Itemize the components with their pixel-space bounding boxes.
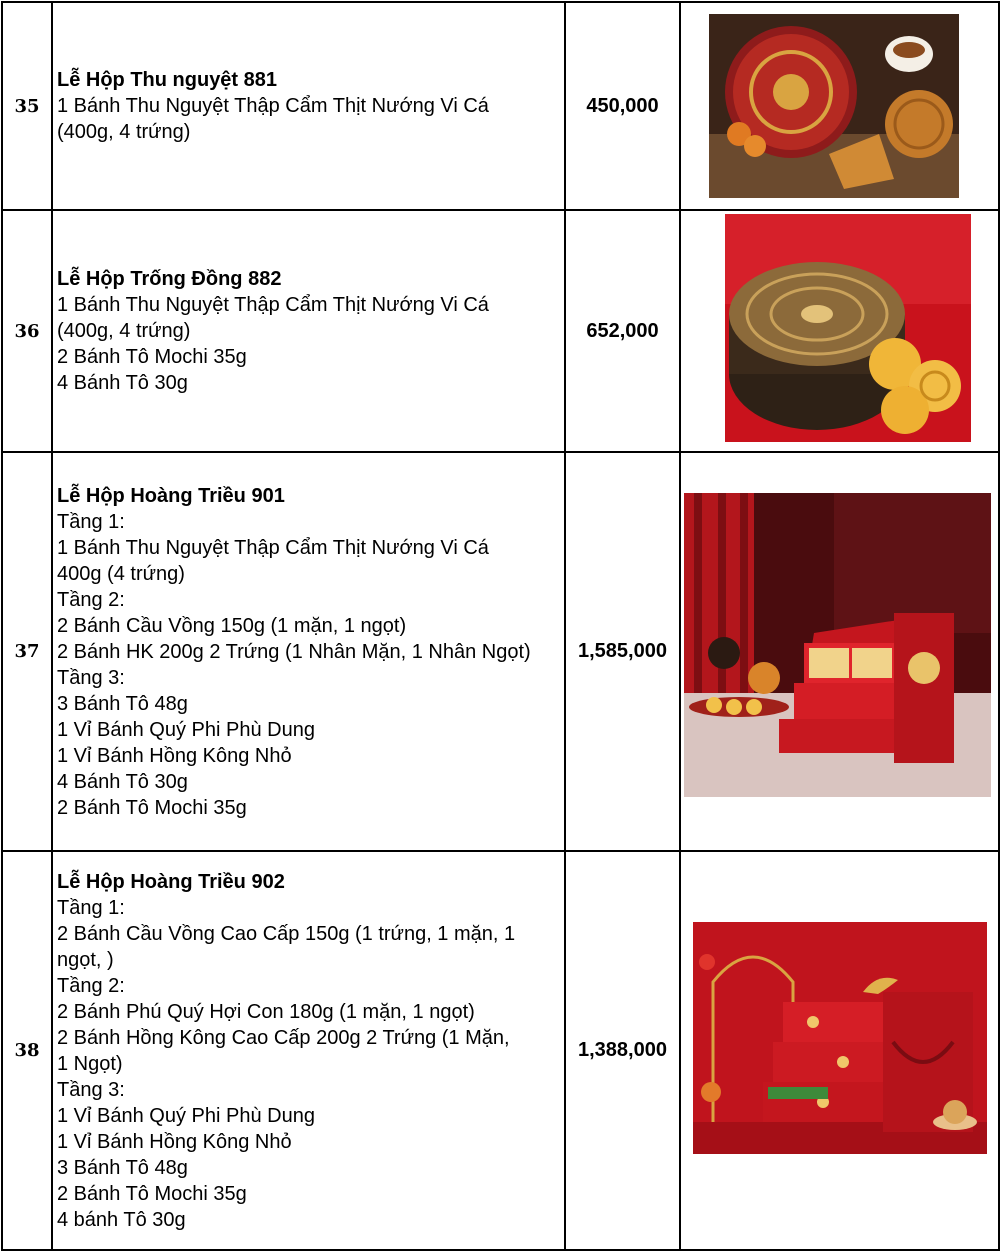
- product-line: 3 Bánh Tô 48g: [57, 692, 188, 715]
- row-number: 36: [2, 210, 52, 452]
- product-line: 4 Bánh Tô 30g: [57, 770, 188, 793]
- product-line: ngọt, ): [57, 948, 114, 971]
- product-line: 4 Bánh Tô 30g: [57, 372, 188, 394]
- product-description: [52, 452, 565, 851]
- product-line: 2 Bánh Tô Mochi 35g: [57, 346, 247, 368]
- product-line: 1 Ngọt): [57, 1052, 123, 1075]
- table-row: [2, 452, 999, 851]
- product-line: 1 Vỉ Bánh Hồng Kông Nhỏ: [57, 1130, 292, 1153]
- product-price: 1,585,000: [565, 452, 680, 851]
- product-line: Tầng 2:: [57, 588, 125, 611]
- red-drawer-gift-box-bird-photo: [693, 922, 987, 1154]
- product-line: 2 Bánh Tô Mochi 35g: [57, 1182, 247, 1205]
- product-description: [52, 851, 565, 1250]
- product-line: Tầng 1:: [57, 510, 125, 533]
- product-line: 2 Bánh Phú Quý Hợi Con 180g (1 mặn, 1 ngọt): [57, 1000, 475, 1023]
- row-number: 37: [2, 452, 52, 851]
- product-description: [52, 2, 565, 210]
- product-line: 2 Bánh Cầu Vồng Cao Cấp 150g (1 trứng, 1 mặn, 1: [57, 922, 516, 945]
- product-line: (400g, 4 trứng): [57, 320, 191, 342]
- product-line: 3 Bánh Tô 48g: [57, 1156, 188, 1179]
- red-drawer-gift-box-photo: [684, 493, 991, 797]
- product-line: 2 Bánh Tô Mochi 35g: [57, 796, 247, 819]
- product-line: 1 Bánh Thu Nguyệt Thập Cẩm Thịt Nướng Vi Cá: [57, 294, 489, 316]
- product-price-table: [1, 1, 1000, 1251]
- product-line: 2 Bánh HK 200g 2 Trứng (1 Nhân Mặn, 1 Nhân Ngọt): [57, 640, 531, 663]
- product-line: 2 Bánh Hồng Kông Cao Cấp 200g 2 Trứng (1 Mặn,: [57, 1026, 510, 1049]
- product-line: 1 Bánh Thu Nguyệt Thập Cẩm Thịt Nướng Vi Cá: [57, 536, 489, 559]
- product-image-cell: [680, 210, 999, 452]
- product-name: Lễ Hộp Hoàng Triều 901: [57, 484, 285, 507]
- product-price: 1,388,000: [565, 851, 680, 1250]
- product-line: 1 Bánh Thu Nguyệt Thập Cẩm Thịt Nướng Vi Cá: [57, 95, 489, 117]
- product-line: 400g (4 trứng): [57, 562, 185, 585]
- product-line: 1 Vỉ Bánh Quý Phi Phù Dung: [57, 1104, 315, 1127]
- row-number: 35: [2, 2, 52, 210]
- table-row: [2, 2, 999, 210]
- product-name: Lễ Hộp Trống Đồng 882: [57, 268, 282, 290]
- table-row: [2, 210, 999, 452]
- product-image-cell: [680, 2, 999, 210]
- product-line: Tầng 1:: [57, 896, 125, 919]
- product-line: Tầng 3:: [57, 666, 125, 689]
- product-image-cell: [680, 851, 999, 1250]
- mooncake-round-tin-box-photo: [709, 14, 959, 198]
- product-line: 1 Vỉ Bánh Hồng Kông Nhỏ: [57, 744, 292, 767]
- product-image-cell: [680, 452, 999, 851]
- product-name: Lễ Hộp Thu nguyệt 881: [57, 69, 278, 91]
- product-line: (400g, 4 trứng): [57, 121, 191, 143]
- price-list-sheet: [1, 1, 998, 1249]
- product-line: Tầng 3:: [57, 1078, 125, 1101]
- product-line: Tầng 2:: [57, 974, 125, 997]
- product-price: 450,000: [565, 2, 680, 210]
- product-price: 652,000: [565, 210, 680, 452]
- table-row: [2, 851, 999, 1250]
- product-name: Lễ Hộp Hoàng Triều 902: [57, 870, 285, 893]
- product-line: 4 bánh Tô 30g: [57, 1208, 186, 1231]
- product-description: [52, 210, 565, 452]
- bronze-drum-tin-box-photo: [725, 214, 971, 442]
- product-line: 2 Bánh Cầu Vồng 150g (1 mặn, 1 ngọt): [57, 614, 407, 637]
- row-number: 38: [2, 851, 52, 1250]
- product-line: 1 Vỉ Bánh Quý Phi Phù Dung: [57, 718, 315, 741]
